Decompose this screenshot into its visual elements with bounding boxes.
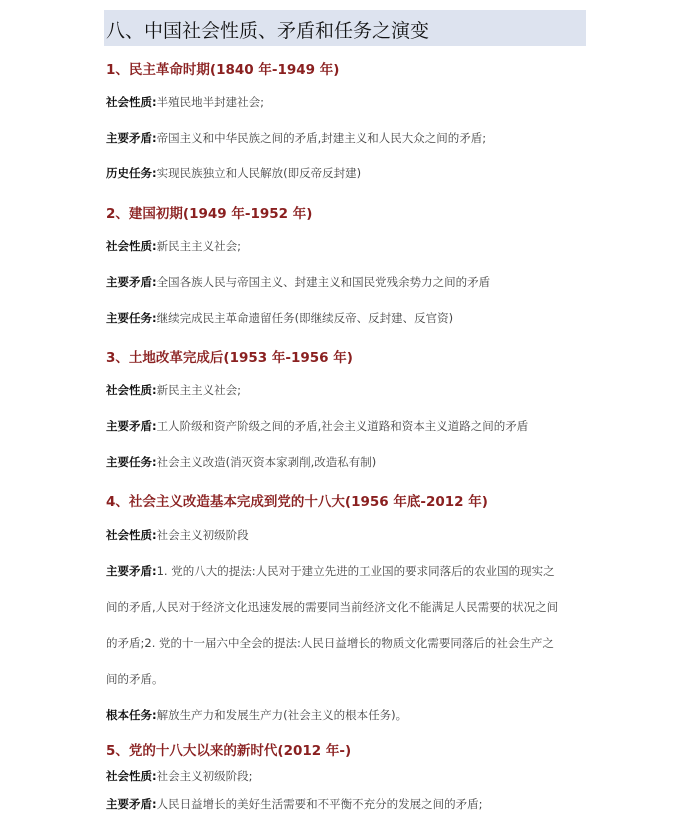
item-label: 主要任务: bbox=[106, 455, 157, 469]
item-label: 社会性质: bbox=[106, 383, 157, 397]
item-text: 1. 党的八大的提法:人民对于建立先进的工业国的要求同落后的农业国的现实之 bbox=[156, 564, 555, 578]
list-item bbox=[106, 130, 486, 146]
item-text: 帝国主义和中华民族之间的矛盾,封建主义和人民大众之间的矛盾; bbox=[156, 131, 487, 145]
list-item bbox=[106, 707, 407, 723]
item-text: 继续完成民主革命遗留任务(即继续反帝、反封建、反官资) bbox=[156, 311, 454, 325]
page-title: 八、中国社会性质、矛盾和任务之演变 bbox=[106, 20, 430, 42]
item-text: 社会主义初级阶段; bbox=[156, 769, 253, 783]
item-text: 全国各族人民与帝国主义、封建主义和国民党残余势力之间的矛盾 bbox=[156, 275, 491, 289]
item-label: 主要矛盾: bbox=[106, 419, 157, 433]
item-text: 新民主主义社会; bbox=[156, 239, 241, 253]
list-item bbox=[106, 527, 249, 543]
item-text: 工人阶级和资产阶级之间的矛盾,社会主义道路和资本主义道路之间的矛盾 bbox=[156, 419, 529, 433]
item-label: 主要矛盾: bbox=[106, 131, 157, 145]
item-text: 半殖民地半封建社会; bbox=[156, 95, 264, 109]
item-text: 人民日益增长的美好生活需要和不平衡不充分的发展之间的矛盾; bbox=[156, 797, 483, 811]
item-label: 社会性质: bbox=[106, 95, 157, 109]
item-text: 实现民族独立和人民解放(即反帝反封建) bbox=[156, 166, 362, 180]
list-item bbox=[106, 796, 482, 812]
list-item bbox=[106, 94, 264, 110]
item-text: 解放生产力和发展生产力(社会主义的根本任务)。 bbox=[156, 708, 408, 722]
section-heading: 5、党的十八大以来的新时代(2012 年-) bbox=[106, 743, 352, 759]
list-item bbox=[106, 382, 241, 398]
item-label: 主要任务: bbox=[106, 311, 157, 325]
item-label: 主要矛盾: bbox=[106, 797, 157, 811]
item-label: 主要矛盾: bbox=[106, 275, 157, 289]
list-item bbox=[106, 418, 528, 434]
item-label: 社会性质: bbox=[106, 239, 157, 253]
item-text: 社会主义初级阶段 bbox=[156, 528, 249, 542]
section-heading: 3、土地改革完成后(1953 年-1956 年) bbox=[106, 350, 353, 366]
item-text: 新民主主义社会; bbox=[156, 383, 241, 397]
section-heading: 1、民主革命时期(1840 年-1949 年) bbox=[106, 62, 340, 78]
item-label: 主要矛盾: bbox=[106, 564, 157, 578]
list-item bbox=[106, 454, 376, 470]
item-label: 社会性质: bbox=[106, 769, 157, 783]
item-continuation: 间的矛盾。 bbox=[106, 672, 164, 686]
item-label: 历史任务: bbox=[106, 166, 157, 180]
section-heading: 2、建国初期(1949 年-1952 年) bbox=[106, 206, 313, 222]
list-item bbox=[106, 768, 252, 784]
section-heading: 4、社会主义改造基本完成到党的十八大(1956 年底-2012 年) bbox=[106, 494, 488, 510]
item-label: 社会性质: bbox=[106, 528, 157, 542]
list-item bbox=[106, 563, 555, 579]
item-continuation: 的矛盾;2. 党的十一届六中全会的提法:人民日益增长的物质文化需要同落后的社会生产之 bbox=[106, 636, 554, 650]
item-text: 社会主义改造(消灭资本家剥削,改造私有制) bbox=[156, 455, 377, 469]
item-continuation: 间的矛盾,人民对于经济文化迅速发展的需要同当前经济文化不能满足人民需要的状况之间 bbox=[106, 600, 559, 614]
list-item bbox=[106, 310, 453, 326]
list-item bbox=[106, 274, 490, 290]
list-item bbox=[106, 165, 361, 181]
list-item bbox=[106, 238, 241, 254]
item-label: 根本任务: bbox=[106, 708, 157, 722]
